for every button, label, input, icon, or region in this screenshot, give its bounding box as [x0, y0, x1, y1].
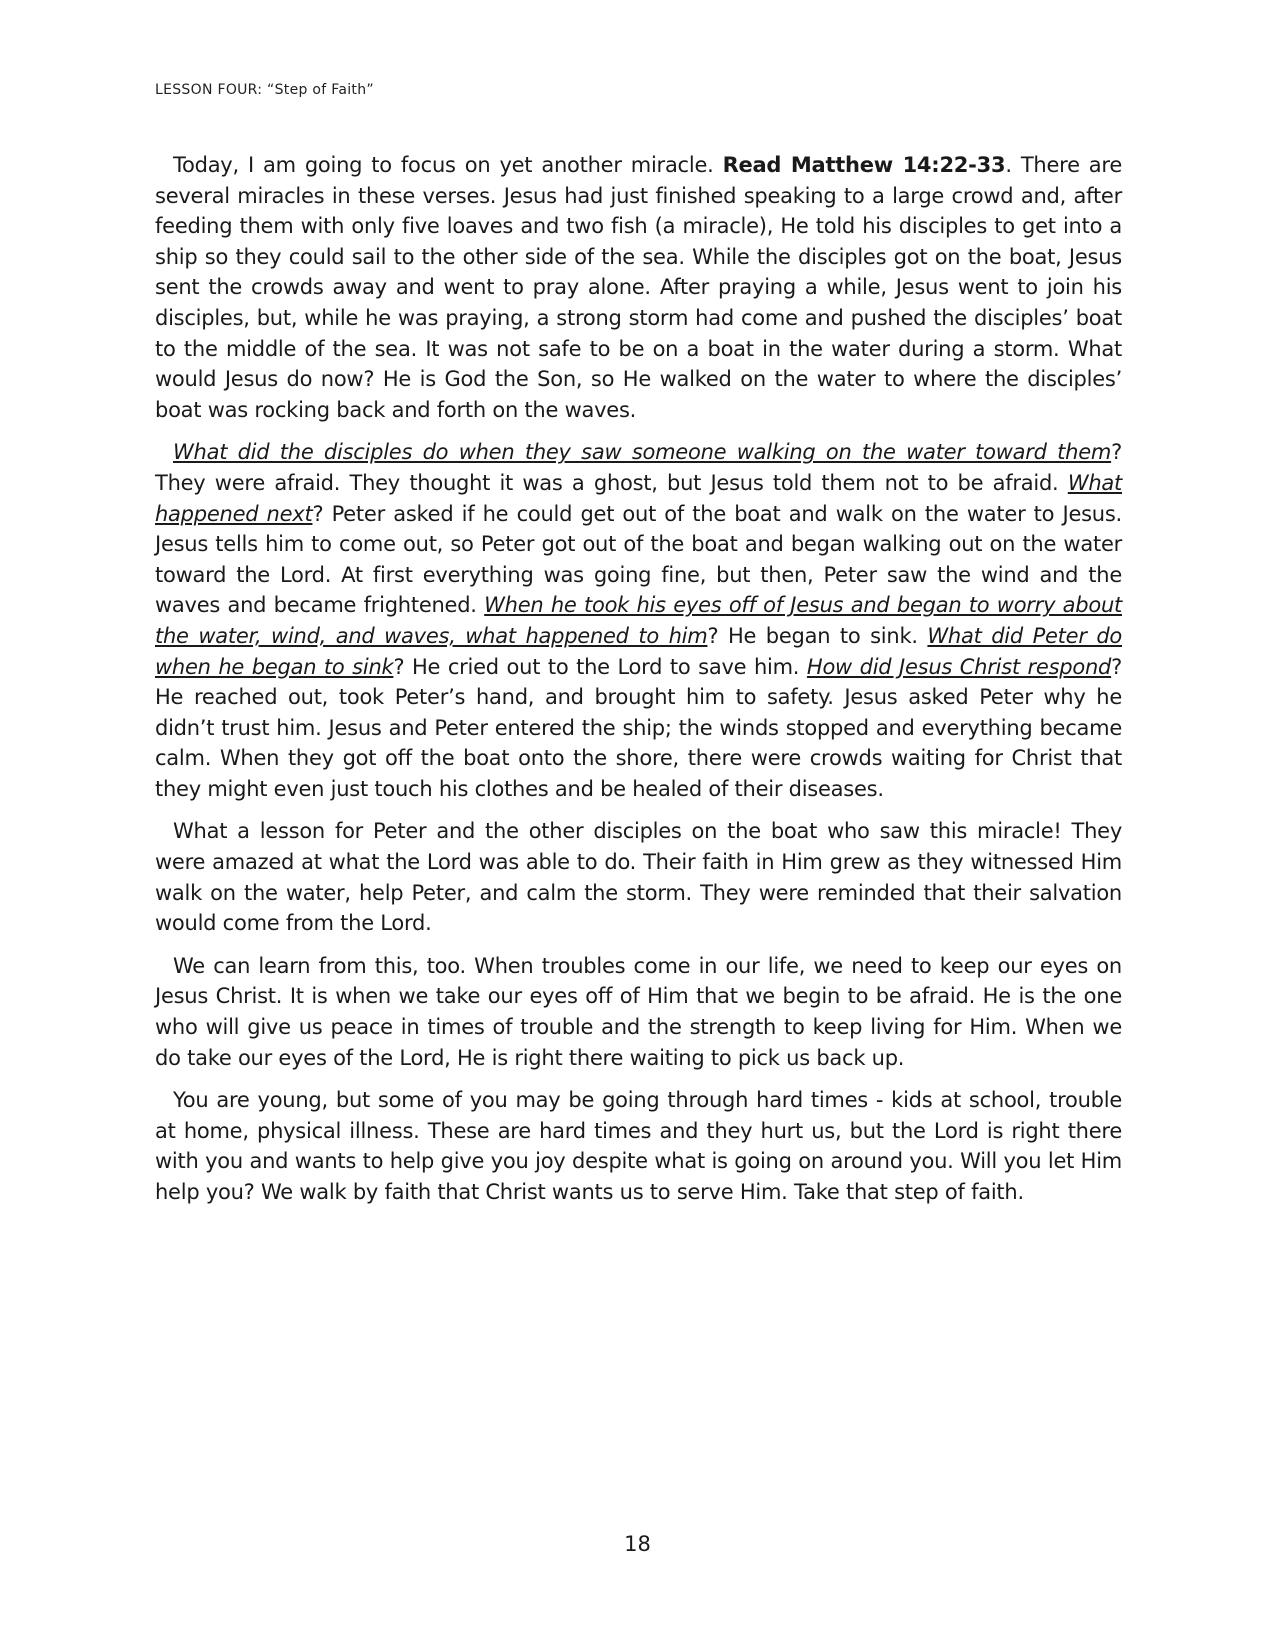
- text-span: ? Peter asked if he could get out of the boat and walk on the water to Jesus. Jesus tells him to come out, so Peter got out of the boat and began walking out on the water toward the Lord. At first everything was going fine, but then, Peter saw the wind and the waves and became frightened.: [155, 501, 1122, 618]
- paragraph-1: [155, 150, 1122, 425]
- discussion-question: What happened next: [155, 470, 1122, 526]
- discussion-question: What did Peter do when he began to sink: [155, 623, 1123, 679]
- paragraph-5: You are young, but some of you may be going through hard times - kids at school, trouble at home, physical illness. These are hard times and they hurt us, but the Lord is right there with you and wants to help give you joy despite what is going on around you. Will you let Him help you? We walk by faith that Christ wants us to serve Him. Take that step of faith.: [155, 1088, 1122, 1204]
- paragraph-2: [155, 437, 1122, 804]
- page-number: 18: [624, 1532, 651, 1556]
- text-span: Today, I am going to focus on yet another miracle.: [173, 153, 723, 177]
- lesson-body: [155, 150, 1122, 1220]
- running-header: LESSON FOUR: “Step of Faith”: [155, 82, 374, 98]
- text-span: ? They were afraid. They thought it was a ghost, but Jesus told them not to be afraid.: [155, 440, 1122, 495]
- paragraph-4: We can learn from this, too. When troubles come in our life, we need to keep our eyes on Jesus Christ. It is when we take our eyes off of Him that we begin to be afraid. He is the one who will give us peace in times of trouble and the strength to keep living for Him. When we do take our eyes of the Lord, He is right there waiting to pick us back up.: [155, 953, 1122, 1070]
- text-span: ? He reached out, took Peter’s hand, and brought him to safety. Jesus asked Peter why he didn’t trust him. Jesus and Peter entered the ship; the winds stopped and everything became calm. When they got off the boat onto the shore, there were crowds waiting for Christ that they might even just touch his clothes and be healed of their diseases.: [155, 654, 1123, 801]
- discussion-question: What did the disciples do when they saw someone walking on the water toward them: [173, 440, 1112, 465]
- paragraph-3: What a lesson for Peter and the other disciples on the boat who saw this miracle! They were amazed at what the Lord was able to do. Their faith in Him grew as they witnessed Him walk on the water, help Peter, and calm the storm. They were reminded that their salvation would come from the Lord.: [155, 819, 1122, 936]
- discussion-question: When he took his eyes off of Jesus and began to worry about the water, wind, and waves, what happened to him: [155, 593, 1122, 648]
- text-span: ? He began to sink.: [707, 623, 928, 648]
- discussion-question: How did Jesus Christ respond: [806, 654, 1112, 679]
- text-span: . There are several miracles in these verses. Jesus had just finished speaking to a large crowd and, after feeding them with only five loaves and two fish (a miracle), He told his disciples to get into a ship so they could sail to the other side of the sea. While the disciples got on the boat, Jesus sent the crowds away and went to pray alone. After praying a while, Jesus went to join his disciples, but, while he was praying, a strong storm had come and pushed the disciples’ boat to the middle of the sea. It was not safe to be on a boat in the water during a storm. What would Jesus do now? He is God the Son, so He walked on the water to where the disciples’ boat was rocking back and forth on the waves.: [155, 153, 1122, 422]
- text-span: ? He cried out to the Lord to save him.: [393, 654, 807, 679]
- scripture-reference: Read Matthew 14:22-33: [722, 153, 1006, 177]
